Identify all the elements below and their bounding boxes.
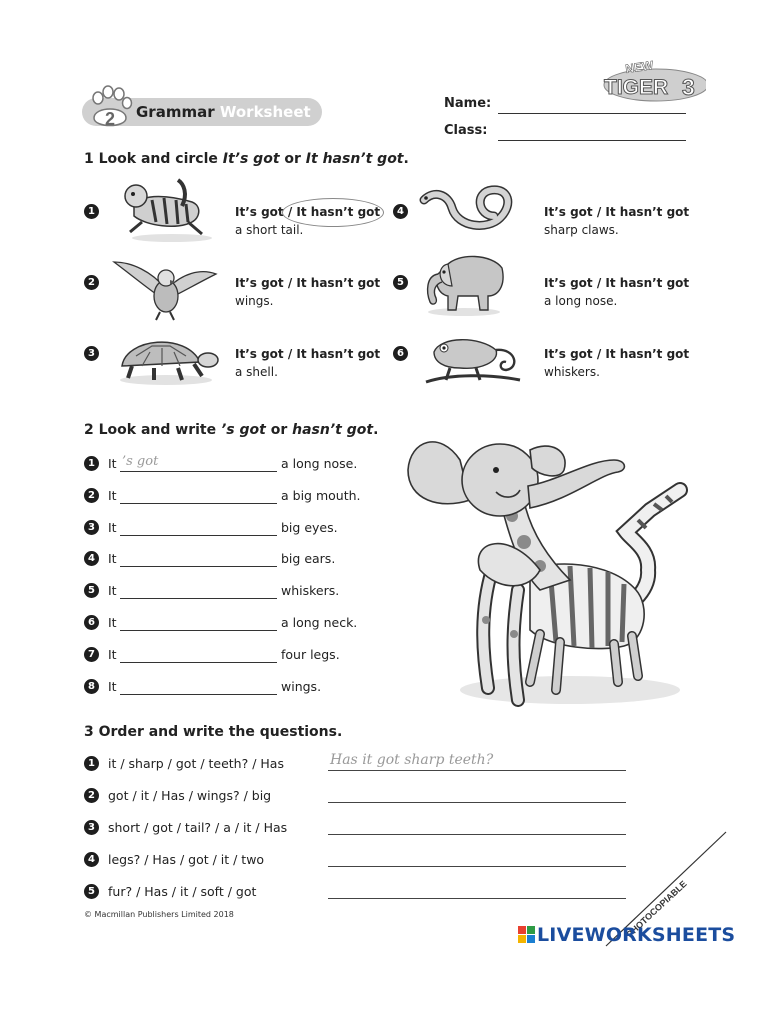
- circle-choice[interactable]: It’s got / It hasn’t got: [544, 276, 690, 290]
- elephant-illustration: [418, 246, 508, 318]
- item-object: a short tail.: [235, 223, 304, 237]
- question-answer-line[interactable]: [328, 865, 626, 867]
- liveworksheets-logo: LIVEWORKSHEETS: [518, 924, 735, 946]
- sentence-subject: It: [108, 551, 117, 566]
- item-number: 6: [393, 346, 408, 361]
- worksheet-title: Grammar Worksheet: [136, 103, 311, 121]
- question-answer-line[interactable]: [328, 897, 626, 899]
- circle-choice[interactable]: It’s got / It hasn’t got: [235, 205, 381, 219]
- name-label: Name:: [444, 96, 492, 111]
- circle-choice[interactable]: It’s got / It hasn’t got: [544, 205, 690, 219]
- sentence-object: whiskers.: [281, 583, 340, 598]
- logo-new-text: NEW: [624, 58, 655, 76]
- paw-icon: [86, 84, 134, 132]
- scrambled-words: got / it / Has / wings? / big: [108, 788, 272, 803]
- question-answer-line[interactable]: [328, 833, 626, 835]
- sentence-object: big ears.: [281, 551, 336, 566]
- item-number: 4: [393, 204, 408, 219]
- sentence-subject: It: [108, 647, 117, 662]
- answer-line[interactable]: [120, 470, 277, 472]
- sentence-object: wings.: [281, 679, 322, 694]
- item-number: 4: [84, 551, 99, 566]
- scrambled-words: short / got / tail? / a / it / Has: [108, 820, 288, 835]
- sentence-subject: It: [108, 488, 117, 503]
- item-number: 5: [393, 275, 408, 290]
- question-answer-line[interactable]: [328, 801, 626, 803]
- sentence-subject: It: [108, 679, 117, 694]
- question-answer-text: Has it got sharp teeth?: [330, 752, 494, 768]
- sentence-subject: It: [108, 456, 117, 471]
- item-object: wings.: [235, 294, 274, 308]
- item-number: 7: [84, 647, 99, 662]
- photocopiable-text: PHOTOCOPIABLE: [624, 878, 689, 940]
- logo-tiger-text: TIGER: [604, 76, 669, 99]
- item-number: 1: [84, 456, 99, 471]
- item-number: 2: [84, 788, 99, 803]
- circle-choice[interactable]: It’s got / It hasn’t got: [544, 347, 690, 361]
- tiger-illustration: [112, 176, 222, 246]
- sentence-subject: It: [108, 615, 117, 630]
- sentence-object: a long nose.: [281, 456, 358, 471]
- sentence-object: big eyes.: [281, 520, 338, 535]
- question-answer-line[interactable]: [328, 769, 626, 771]
- section3-title: 3 Order and write the questions.: [84, 724, 343, 740]
- scrambled-words: legs? / Has / got / it / two: [108, 852, 265, 867]
- answer-text: ’s got: [122, 454, 159, 469]
- item-number: 1: [84, 756, 99, 771]
- copyright-text: © Macmillan Publishers Limited 2018: [84, 910, 234, 919]
- chameleon-illustration: [420, 322, 524, 388]
- snake-illustration: [418, 182, 522, 238]
- circle-choice[interactable]: It’s got / It hasn’t got: [235, 347, 381, 361]
- logo-number: 3: [682, 74, 695, 100]
- section1-title: 1 Look and circle It’s got or It hasn’t got.: [84, 151, 409, 167]
- answer-line[interactable]: [120, 629, 277, 631]
- eagle-illustration: [112, 252, 218, 322]
- answer-line[interactable]: [120, 534, 277, 536]
- item-number: 3: [84, 520, 99, 535]
- item-object: a long nose.: [544, 294, 618, 308]
- answer-line[interactable]: [120, 661, 277, 663]
- new-tiger-logo: [596, 58, 706, 102]
- liveworksheets-icon: [518, 926, 535, 943]
- item-number: 5: [84, 583, 99, 598]
- circle-choice[interactable]: It’s got / It hasn’t got: [235, 276, 381, 290]
- item-number: 3: [84, 820, 99, 835]
- section2-title: 2 Look and write ’s got or hasn’t got.: [84, 422, 379, 438]
- sentence-object: four legs.: [281, 647, 340, 662]
- item-number: 5: [84, 884, 99, 899]
- sentence-subject: It: [108, 583, 117, 598]
- answer-line[interactable]: [120, 693, 277, 695]
- answer-line[interactable]: [120, 565, 277, 567]
- answer-line[interactable]: [120, 502, 277, 504]
- scrambled-words: fur? / Has / it / soft / got: [108, 884, 257, 899]
- answer-line[interactable]: [120, 597, 277, 599]
- class-label: Class:: [444, 123, 488, 138]
- hybrid-animal-illustration: [400, 420, 700, 720]
- sentence-subject: It: [108, 520, 117, 535]
- item-object: a shell.: [235, 365, 278, 379]
- item-number: 8: [84, 679, 99, 694]
- item-number: 4: [84, 852, 99, 867]
- sentence-object: a big mouth.: [281, 488, 361, 503]
- item-object: whiskers.: [544, 365, 600, 379]
- class-field[interactable]: [498, 139, 686, 141]
- unit-number: 2: [104, 109, 116, 129]
- scrambled-words: it / sharp / got / teeth? / Has: [108, 756, 284, 771]
- item-object: sharp claws.: [544, 223, 619, 237]
- item-number: 3: [84, 346, 99, 361]
- item-number: 2: [84, 488, 99, 503]
- item-number: 1: [84, 204, 99, 219]
- item-number: 2: [84, 275, 99, 290]
- sentence-object: a long neck.: [281, 615, 358, 630]
- tortoise-illustration: [112, 326, 220, 388]
- name-field[interactable]: [498, 112, 686, 114]
- item-number: 6: [84, 615, 99, 630]
